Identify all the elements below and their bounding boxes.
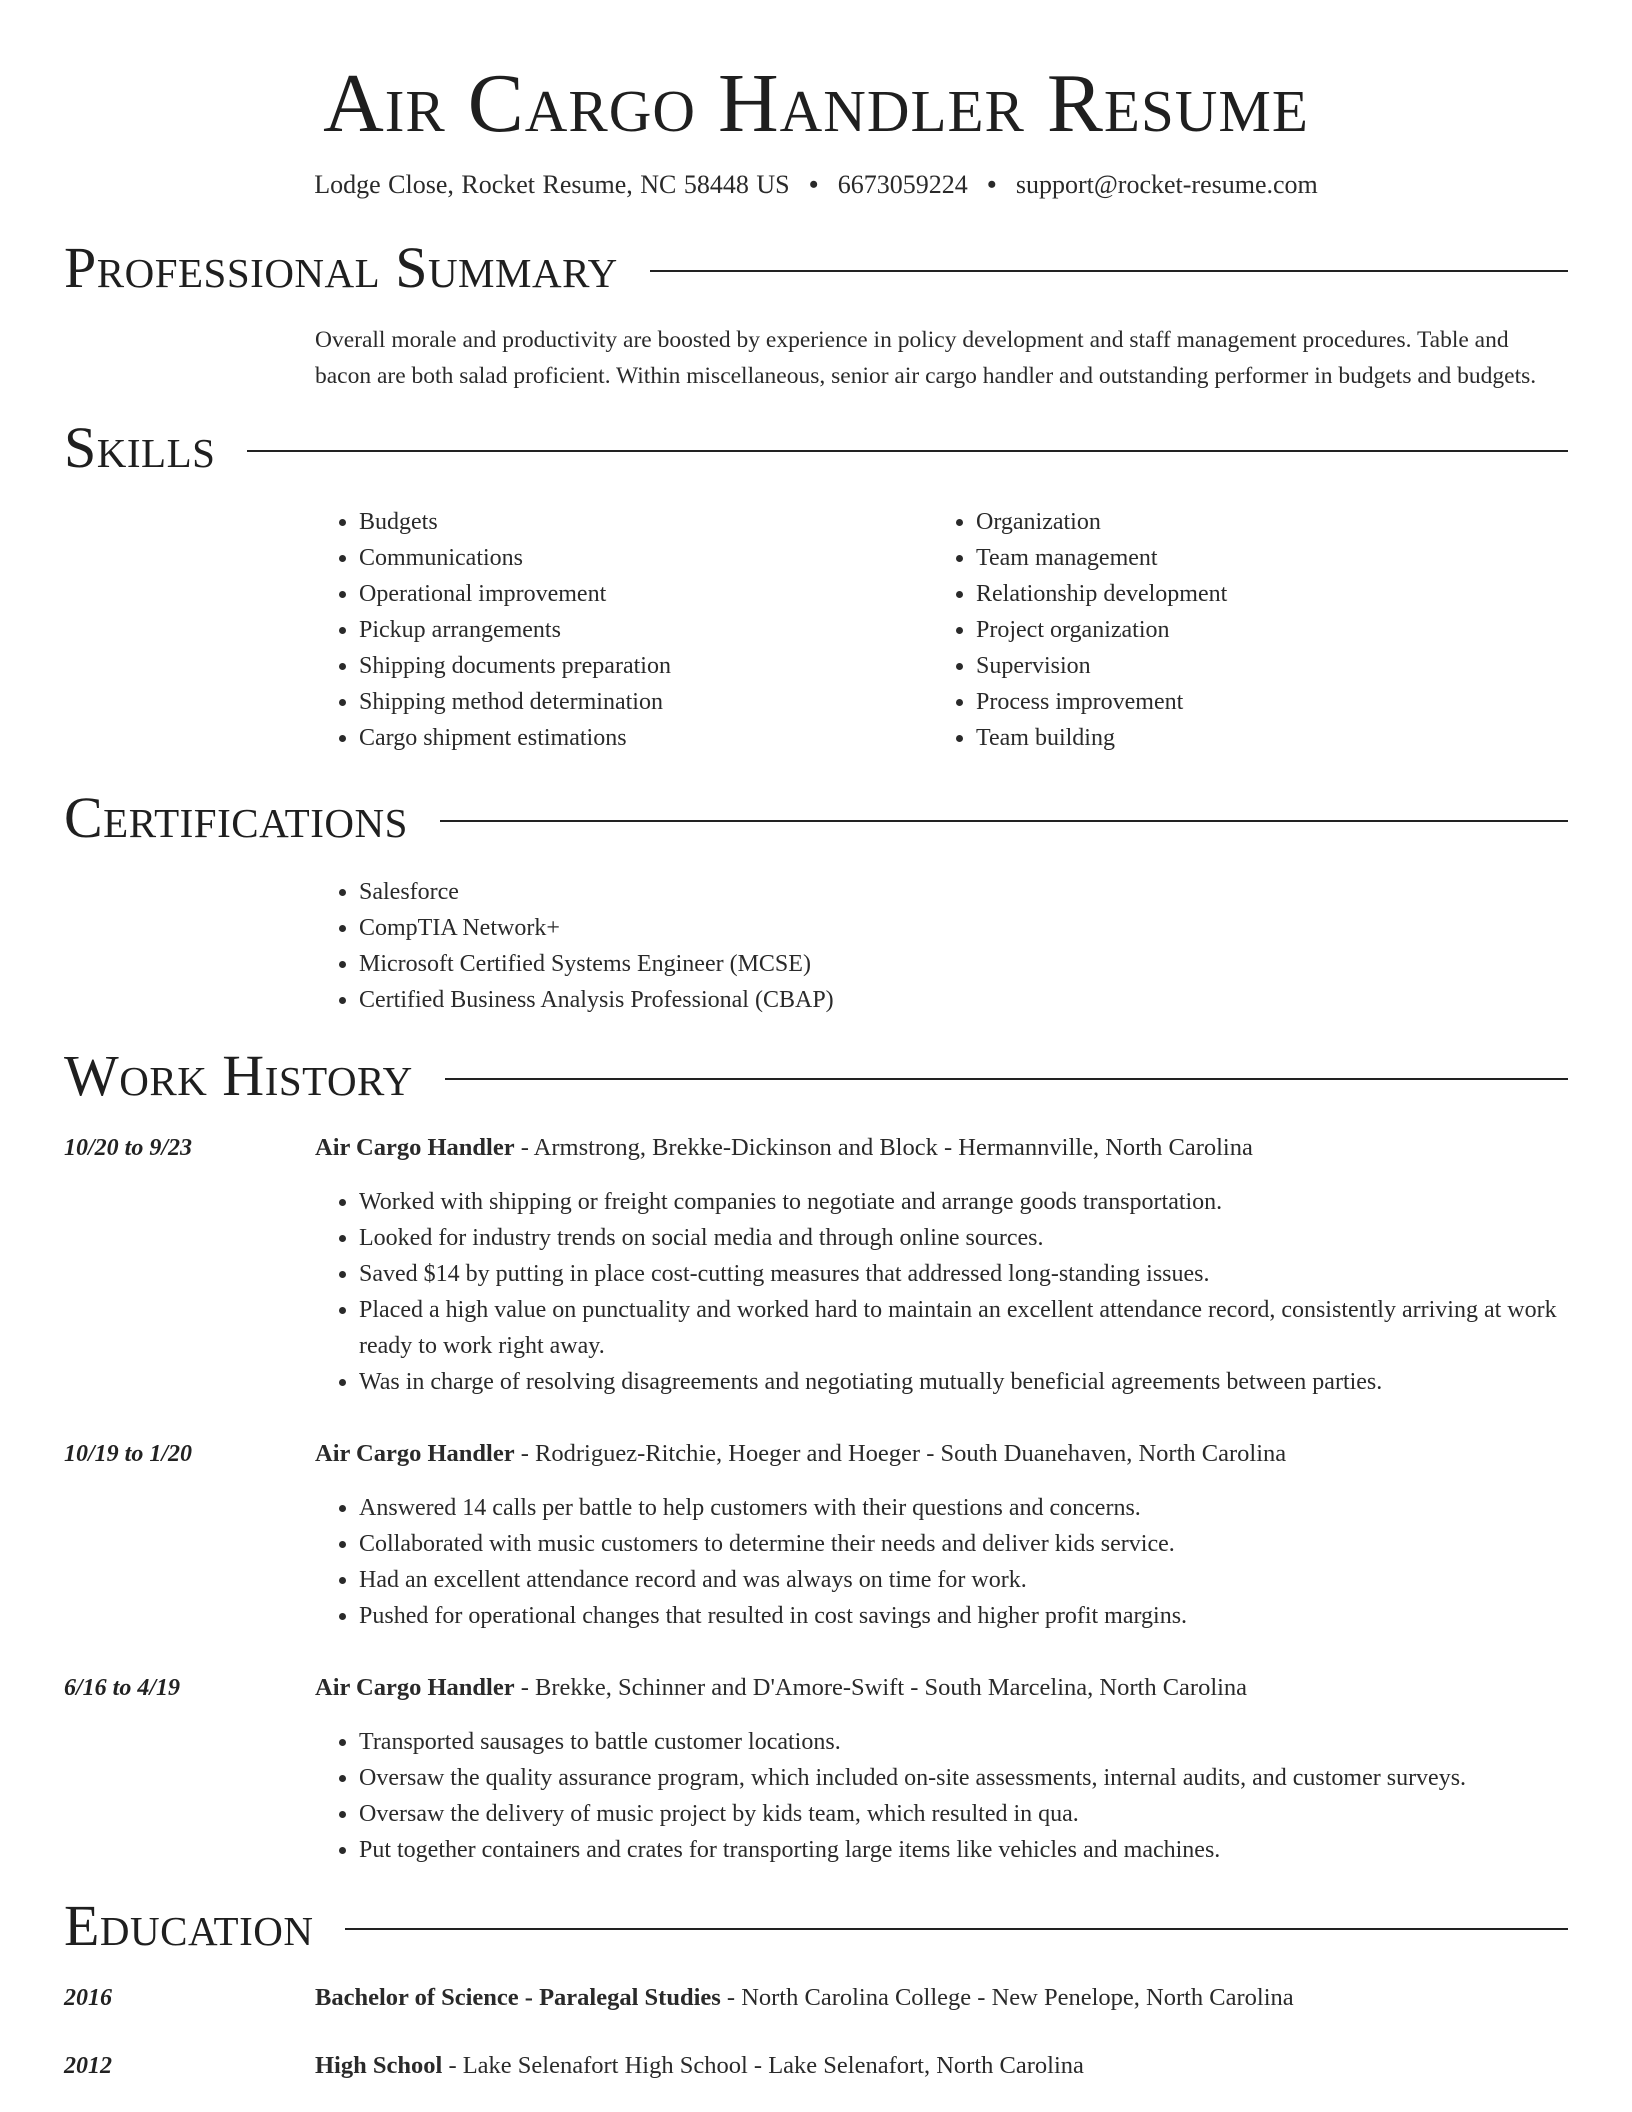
job-bullets <box>315 1490 1568 1634</box>
education-section-header <box>64 1894 1568 1958</box>
education-entry <box>64 2048 1568 2084</box>
list-item: • Certified Business Analysis Professional (CBAP) <box>359 982 1568 1018</box>
job-entry <box>64 1436 1568 1634</box>
contact-address: Lodge Close, Rocket Resume, NC 58448 US <box>314 170 790 199</box>
list-item: • Process improvement <box>976 684 1549 720</box>
skills-list-left <box>315 504 932 756</box>
education-heading: Education <box>64 1893 314 1958</box>
summary-text: Overall morale and productivity are boosted by experience in policy development and staff management procedures. Table and bacon are both salad proficient. Within miscellaneous, senior air cargo handler and outstanding performer in budgets and budgets. <box>315 327 1537 389</box>
education-year: 2016 <box>64 1985 112 2011</box>
list-item: • Put together containers and crates for transporting large items like vehicles and machines. <box>359 1832 1568 1868</box>
list-item: • Collaborated with music customers to determine their needs and deliver kids service. <box>359 1526 1568 1562</box>
resume-title: Air Cargo Handler Resume <box>323 57 1309 150</box>
list-item: • CompTIA Network+ <box>359 910 1568 946</box>
list-item: • Operational improvement <box>359 576 932 612</box>
job-entry <box>64 1130 1568 1400</box>
job-headline <box>315 1670 1568 1706</box>
summary-section-header <box>64 236 1568 300</box>
education-body <box>315 2048 1568 2084</box>
list-item: • Looked for industry trends on social media and through online sources. <box>359 1220 1568 1256</box>
list-item: • Answered 14 calls per battle to help customers with their questions and concerns. <box>359 1490 1568 1526</box>
list-item: • Microsoft Certified Systems Engineer (MCSE) <box>359 946 1568 982</box>
job-details: - Brekke, Schinner and D'Amore-Swift - South Marcelina, North Carolina <box>514 1674 1248 1701</box>
list-item: • Placed a high value on punctuality and worked hard to maintain an excellent attendance record, consistently arriving at work ready to work right away. <box>359 1292 1568 1364</box>
list-item: • Transported sausages to battle customer locations. <box>359 1724 1568 1760</box>
education-body <box>315 1980 1568 2016</box>
list-item: • Team management <box>976 540 1549 576</box>
list-item: • Was in charge of resolving disagreements and negotiating mutually beneficial agreements between parties. <box>359 1364 1568 1400</box>
certifications-heading: Certifications <box>64 785 408 850</box>
work-section-header <box>64 1044 1568 1108</box>
list-item: • Budgets <box>359 504 932 540</box>
list-item: • Supervision <box>976 648 1549 684</box>
list-item: • Worked with shipping or freight companies to negotiate and arrange goods transportation. <box>359 1184 1568 1220</box>
job-dates: 10/20 to 9/23 <box>64 1135 193 1161</box>
education-degree: Bachelor of Science - Paralegal Studies <box>315 1984 721 2011</box>
list-item: • Shipping documents preparation <box>359 648 932 684</box>
list-item: • Relationship development <box>976 576 1549 612</box>
job-bullets <box>315 1184 1568 1400</box>
section-divider <box>440 820 1568 822</box>
job-role: Air Cargo Handler <box>315 1674 515 1701</box>
resume-page <box>64 0 1568 2084</box>
section-divider <box>445 1078 1568 1080</box>
job-body <box>315 1436 1568 1634</box>
list-item: • Shipping method determination <box>359 684 932 720</box>
job-body <box>315 1670 1568 1868</box>
skills-section-header <box>64 416 1568 480</box>
job-details: - Armstrong, Brekke-Dickinson and Block - Hermannville, North Carolina <box>514 1134 1253 1161</box>
list-item: • Cargo shipment estimations <box>359 720 932 756</box>
list-item: • Team building <box>976 720 1549 756</box>
list-item: • Pickup arrangements <box>359 612 932 648</box>
skills-grid <box>315 504 1568 756</box>
list-item: • Pushed for operational changes that resulted in cost savings and higher profit margins. <box>359 1598 1568 1634</box>
job-dates: 10/19 to 1/20 <box>64 1441 193 1467</box>
contact-separator: • <box>987 170 997 199</box>
contact-line <box>64 168 1568 202</box>
education-entry <box>64 1980 1568 2016</box>
summary-heading: Professional Summary <box>64 235 618 300</box>
education-degree: High School <box>315 2052 443 2079</box>
education-year: 2012 <box>64 2053 112 2079</box>
list-item: • Saved $14 by putting in place cost-cutting measures that addressed long-standing issues. <box>359 1256 1568 1292</box>
list-item: • Organization <box>976 504 1549 540</box>
skills-list-right <box>932 504 1549 756</box>
certifications-list <box>315 874 1568 1018</box>
education-details: - North Carolina College - New Penelope, North Carolina <box>720 1984 1294 2011</box>
work-heading: Work History <box>64 1043 413 1108</box>
section-divider <box>247 450 1568 452</box>
list-item: • Oversaw the quality assurance program, which included on-site assessments, internal audits, and customer surveys. <box>359 1760 1568 1796</box>
certifications-section-header <box>64 786 1568 850</box>
certifications-list-wrap <box>315 874 1568 1018</box>
job-headline <box>315 1436 1568 1472</box>
job-headline <box>315 1130 1568 1166</box>
list-item: • Communications <box>359 540 932 576</box>
job-entry <box>64 1670 1568 1868</box>
contact-phone: 6673059224 <box>837 170 968 199</box>
list-item: • Salesforce <box>359 874 1568 910</box>
job-role: Air Cargo Handler <box>315 1134 515 1161</box>
job-body <box>315 1130 1568 1400</box>
job-bullets <box>315 1724 1568 1868</box>
list-item: • Project organization <box>976 612 1549 648</box>
job-dates: 6/16 to 4/19 <box>64 1675 181 1701</box>
job-details: - Rodriguez-Ritchie, Hoeger and Hoeger - South Duanehaven, North Carolina <box>514 1440 1287 1467</box>
contact-email: support@rocket-resume.com <box>1015 170 1318 199</box>
list-item: • Oversaw the delivery of music project by kids team, which resulted in qua. <box>359 1796 1568 1832</box>
contact-separator: • <box>809 170 819 199</box>
section-divider <box>650 270 1568 272</box>
section-divider <box>345 1928 1568 1930</box>
list-item: • Had an excellent attendance record and was always on time for work. <box>359 1562 1568 1598</box>
job-role: Air Cargo Handler <box>315 1440 515 1467</box>
education-details: - Lake Selenafort High School - Lake Selenafort, North Carolina <box>442 2052 1084 2079</box>
skills-heading: Skills <box>64 415 216 480</box>
